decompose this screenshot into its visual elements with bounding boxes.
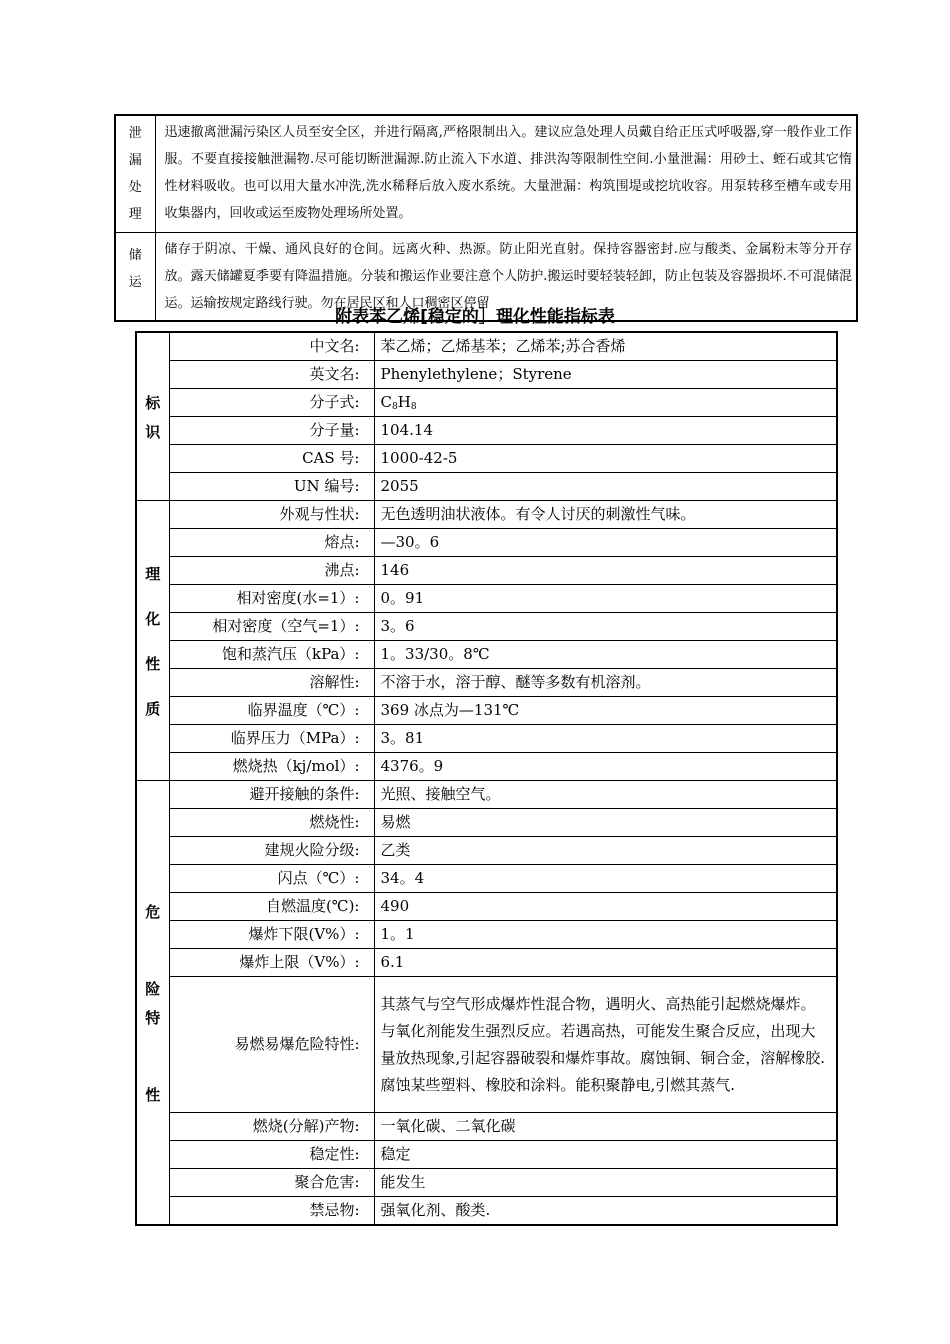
formula-element: C (380, 393, 392, 411)
properties-table (135, 331, 838, 1226)
section-char: 识 (145, 422, 161, 441)
category-char: 漏 (128, 153, 142, 168)
row-value: 乙类 (374, 837, 837, 865)
section-identification (136, 332, 169, 501)
row-value: 其蒸气与空气形成爆炸性混合物，遇明火、高热能引起燃烧爆炸。与氧化剂能发生强烈反应。若遇高热，可能发生聚合反应，出现大量放热现象,引起容器破裂和爆炸事故。腐蚀铜、铜合金，溶解橡胶.腐蚀某些塑料、橡胶和涂料。能积聚静电,引燃其蒸气. (374, 977, 837, 1113)
row-value: 490 (374, 893, 837, 921)
table-row (136, 585, 837, 613)
formula-subscript: 8 (391, 402, 398, 412)
row-label: 燃烧热（kj/mol）: (169, 753, 374, 781)
table-row (136, 501, 837, 529)
section-char: 质 (145, 699, 161, 718)
table-row (136, 725, 837, 753)
section-properties (136, 501, 169, 781)
leak-handling-row (115, 115, 857, 233)
row-label: CAS 号: (169, 445, 374, 473)
table-row (136, 949, 837, 977)
category-char: 储 (128, 248, 142, 263)
row-value: 苯乙烯；乙烯基苯；乙烯苯;苏合香烯 (374, 332, 837, 361)
formula-subscript: 8 (410, 402, 417, 412)
row-value: 4376。9 (374, 753, 837, 781)
row-label: 英文名: (169, 361, 374, 389)
section-char: 危 (145, 902, 161, 921)
row-label: 建规火险分级: (169, 837, 374, 865)
row-value: 不溶于水，溶于醇、醚等多数有机溶剂。 (374, 669, 837, 697)
row-value: —30。6 (374, 529, 837, 557)
row-value: 104.14 (374, 417, 837, 445)
row-value: 强氧化剂、酸类. (374, 1197, 837, 1226)
table-row (136, 641, 837, 669)
row-label: 熔点: (169, 529, 374, 557)
table-row (136, 1197, 837, 1226)
section-char: 标 (145, 393, 161, 412)
formula-element: H (397, 393, 411, 411)
row-label: 中文名: (169, 332, 374, 361)
row-value: 1000-42-5 (374, 445, 837, 473)
table-row (136, 417, 837, 445)
row-value: 光照、接触空气。 (374, 781, 837, 809)
row-value: 一氧化碳、二氧化碳 (374, 1113, 837, 1141)
row-label: 分子式: (169, 389, 374, 417)
section-char: 化 (145, 609, 161, 628)
row-label: 自燃温度(℃): (169, 893, 374, 921)
table-row (136, 1113, 837, 1141)
table-title: 附表苯乙烯[稳定的］理化性能指标表 (335, 307, 615, 327)
row-value: 1。33/30。8℃ (374, 641, 837, 669)
table-row (136, 893, 837, 921)
category-char: 运 (128, 275, 142, 290)
row-label: 临界压力（MPa）: (169, 725, 374, 753)
row-label: 饱和蒸汽压（kPa）: (169, 641, 374, 669)
table-row (136, 977, 837, 1113)
molecular-formula (374, 389, 837, 417)
row-label: 燃烧(分解)产物: (169, 1113, 374, 1141)
row-value: 稳定 (374, 1141, 837, 1169)
table-row (136, 332, 837, 361)
row-label: 易燃易爆危险特性: (169, 977, 374, 1113)
table-row (136, 1141, 837, 1169)
row-label: 临界温度（℃）: (169, 697, 374, 725)
section-char: 险 (145, 979, 161, 998)
section-char: 性 (145, 654, 161, 673)
category-char: 理 (128, 207, 142, 222)
row-value: 34。4 (374, 865, 837, 893)
row-label: 禁忌物: (169, 1197, 374, 1226)
table-row (136, 865, 837, 893)
row-value: Phenylethylene；Styrene (374, 361, 837, 389)
table-row (136, 445, 837, 473)
table-row (136, 473, 837, 501)
table-row (136, 921, 837, 949)
row-value: 能发生 (374, 1169, 837, 1197)
section-char: 特 (145, 1008, 161, 1027)
leak-handling-category (115, 115, 155, 233)
table-row (136, 361, 837, 389)
row-label: 聚合危害: (169, 1169, 374, 1197)
row-label: 避开接触的条件: (169, 781, 374, 809)
table-row (136, 529, 837, 557)
row-value: 3。6 (374, 613, 837, 641)
storage-text: 储存于阴凉、干燥、通风良好的仓间。远离火种、热源。防止阳光直射。保持容器密封.应与酸类、金属粉末等分开存放。露天储罐夏季要有降温措施。分装和搬运作业要注意个人防护.搬运时要轻装轻卸，防止包装及容器损坏.不可混储混运。运输按规定路线行驶。勿在居民区和人口稠密区停留 (155, 233, 857, 322)
row-label: 分子量: (169, 417, 374, 445)
row-label: 爆炸上限（V%）: (169, 949, 374, 977)
row-label: UN 编号: (169, 473, 374, 501)
section-hazards (136, 781, 169, 1226)
row-value: 2055 (374, 473, 837, 501)
row-value: 6.1 (374, 949, 837, 977)
table-row (136, 1169, 837, 1197)
category-char: 泄 (128, 126, 142, 141)
row-label: 相对密度(水=1）: (169, 585, 374, 613)
table-row (136, 697, 837, 725)
row-value: 1。1 (374, 921, 837, 949)
row-label: 溶解性: (169, 669, 374, 697)
leak-handling-text: 迅速撤离泄漏污染区人员至安全区，并进行隔离,严格限制出入。建议应急处理人员戴自给正压式呼吸器,穿一般作业工作服。不要直接接触泄漏物.尽可能切断泄漏源.防止流入下水道、排洪沟等限制性空间.小量泄漏：用砂土、蛭石或其它惰性材料吸收。也可以用大量水冲洗,洗水稀释后放入废水系统。大量泄漏：构筑围堤或挖坑收容。用泵转移至槽车或专用收集器内，回收或运至废物处理场所处置。 (155, 115, 857, 233)
table-row (136, 809, 837, 837)
table-row (136, 613, 837, 641)
table-row (136, 557, 837, 585)
row-label: 沸点: (169, 557, 374, 585)
row-value: 146 (374, 557, 837, 585)
row-label: 爆炸下限(V%）: (169, 921, 374, 949)
row-label: 外观与性状: (169, 501, 374, 529)
category-char: 处 (128, 180, 142, 195)
row-label: 相对密度（空气=1）: (169, 613, 374, 641)
section-char: 理 (145, 564, 161, 583)
row-label: 燃烧性: (169, 809, 374, 837)
table-row (136, 753, 837, 781)
row-value: 0。91 (374, 585, 837, 613)
row-label: 稳定性: (169, 1141, 374, 1169)
table-row (136, 837, 837, 865)
row-value: 369 冰点为—131℃ (374, 697, 837, 725)
row-value: 3。81 (374, 725, 837, 753)
row-value: 无色透明油状液体。有令人讨厌的刺激性气味。 (374, 501, 837, 529)
table-row (136, 389, 837, 417)
row-value: 易燃 (374, 809, 837, 837)
table-row (136, 669, 837, 697)
section-char: 性 (145, 1085, 161, 1104)
row-label: 闪点（℃）: (169, 865, 374, 893)
table-row (136, 781, 837, 809)
handling-table (114, 114, 858, 322)
